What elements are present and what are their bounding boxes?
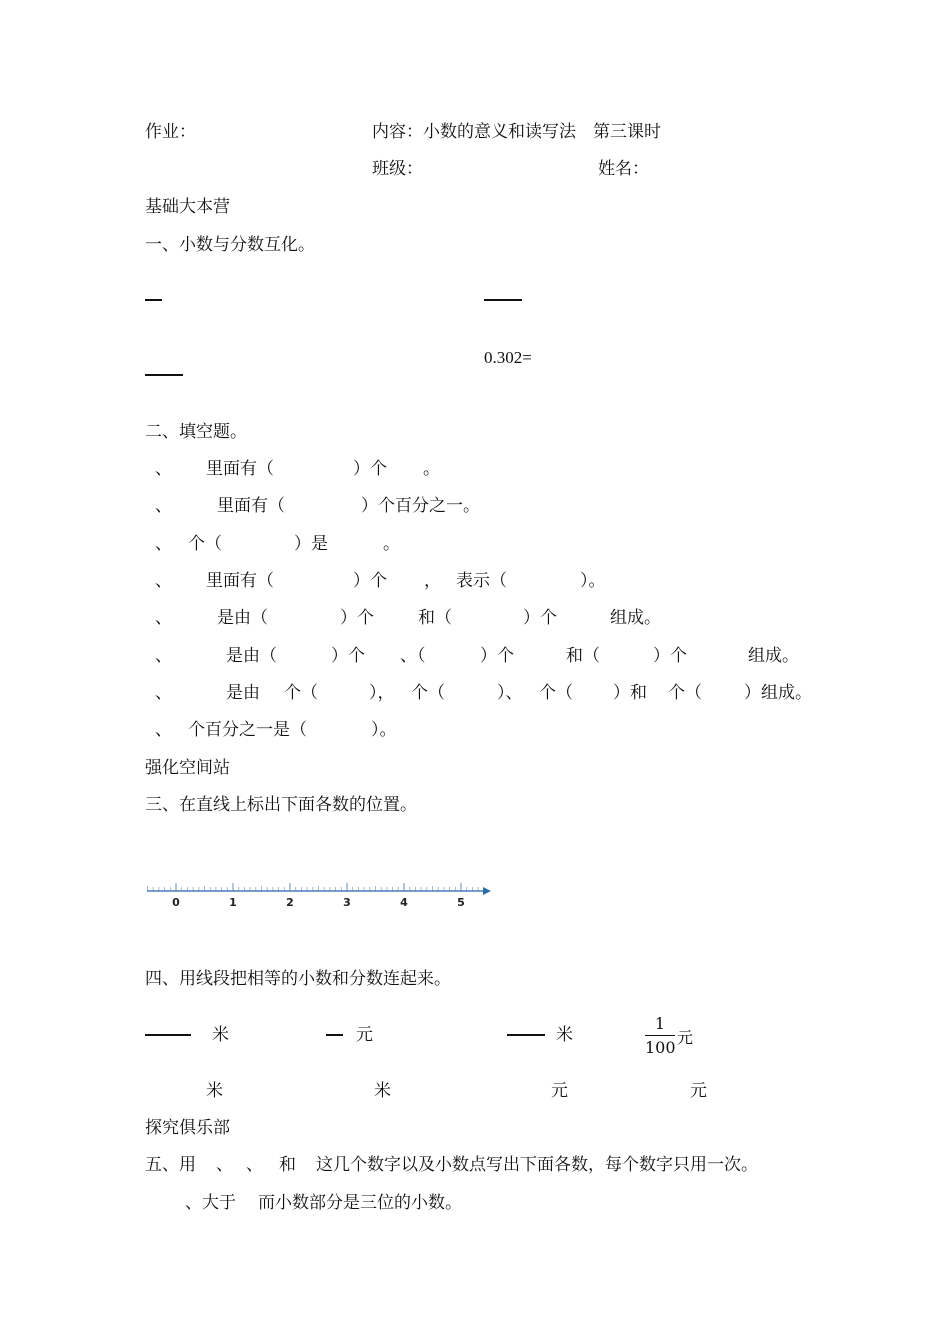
- item-text: ）个百分之一。: [361, 496, 480, 516]
- item-mark: 、: [155, 571, 172, 591]
- tick-label: 5: [457, 896, 465, 909]
- section-explore: 探究俱乐部: [145, 1118, 230, 1138]
- item-mark: 、: [155, 496, 172, 516]
- item-text: 是由: [226, 683, 260, 703]
- unit-yuan: 元: [356, 1025, 373, 1045]
- class-label: 班级：: [372, 159, 423, 179]
- content-label: 内容：小数的意义和读写法 第三课时: [372, 122, 661, 142]
- item-text: ）是: [294, 534, 328, 554]
- item-text: 表示（: [456, 571, 507, 591]
- tick-label: 3: [343, 896, 351, 909]
- unit-yuan: 元: [551, 1081, 568, 1101]
- fraction-bar: [645, 1035, 675, 1036]
- fraction-bar: [145, 299, 162, 301]
- item-text: ）。: [580, 571, 606, 591]
- q5-sub-text: 、大于: [185, 1193, 236, 1213]
- item-mark: 、: [155, 720, 172, 740]
- major-ticks: [172, 896, 465, 909]
- item-text: ）个: [353, 571, 387, 591]
- q3-title: 三、在直线上标出下面各数的位置。: [145, 795, 417, 815]
- number-line: [143, 876, 495, 910]
- item-text: 组成。: [610, 608, 661, 628]
- fraction-1-100: [645, 1014, 675, 1057]
- q2-title: 二、填空题。: [145, 422, 247, 442]
- unit-meter: 米: [206, 1081, 223, 1101]
- q5-sub-text: 而小数部分是三位的小数。: [258, 1193, 462, 1213]
- tick-label: 0: [172, 896, 180, 909]
- item-text: ）个: [480, 646, 514, 666]
- item-text: ）、: [497, 683, 523, 703]
- item-text: 里面有（: [206, 459, 274, 479]
- section-strengthen: 强化空间站: [145, 758, 230, 778]
- q5-text: 这几个数字以及小数点写出下面各数，每个数字只用一次。: [316, 1155, 758, 1175]
- q1-expression: 0.302=: [484, 348, 532, 367]
- item-mark: 、: [155, 459, 172, 479]
- item-mark: 、: [155, 683, 172, 703]
- item-text: ）个: [340, 608, 374, 628]
- item-text: ），: [369, 683, 395, 703]
- item-text: 里面有（: [217, 496, 285, 516]
- item-mark: 、: [155, 534, 172, 554]
- unit-yuan: 元: [677, 1028, 694, 1047]
- name-label: 姓名：: [598, 159, 649, 179]
- item-text: 。: [383, 534, 400, 554]
- item-text: ）和: [613, 683, 647, 703]
- item-text: 个（: [668, 683, 702, 703]
- q1-title: 一、小数与分数互化。: [145, 235, 315, 255]
- fraction-bar: [145, 1034, 191, 1036]
- q4-title: 四、用线段把相等的小数和分数连起来。: [145, 969, 451, 989]
- fraction-bar: [507, 1034, 545, 1036]
- fraction-bar: [484, 299, 522, 301]
- item-text: 是由（: [226, 646, 277, 666]
- minor-ticks: [148, 883, 479, 891]
- item-text: 个（: [539, 683, 573, 703]
- item-text: 。: [423, 459, 440, 479]
- item-text: ）个: [653, 646, 687, 666]
- item-text: ）组成。: [744, 683, 812, 703]
- unit-meter: 米: [212, 1025, 229, 1045]
- q5-text: 和: [279, 1155, 296, 1175]
- homework-label: 作业：: [145, 122, 196, 142]
- item-text: ）。: [371, 720, 397, 740]
- item-mark: 、: [155, 608, 172, 628]
- numerator: 1: [654, 1014, 666, 1033]
- tick-label: 4: [400, 896, 408, 909]
- item-text: 、（: [400, 646, 426, 666]
- item-text: 个（: [284, 683, 318, 703]
- item-text: 是由（: [217, 608, 268, 628]
- section-basic: 基础大本营: [145, 197, 230, 217]
- item-text: 个百分之一是（: [188, 720, 307, 740]
- item-text: ，: [424, 571, 441, 591]
- item-text: 和（: [418, 608, 452, 628]
- item-text: ）个: [331, 646, 365, 666]
- unit-meter: 米: [556, 1025, 573, 1045]
- item-text: 个（: [411, 683, 445, 703]
- item-text: 组成。: [748, 646, 799, 666]
- item-text: 个（: [188, 534, 222, 554]
- unit-yuan: 元: [690, 1081, 707, 1101]
- fraction-bar: [145, 374, 183, 376]
- q5-text: 五、用: [145, 1155, 196, 1175]
- item-text: ）个: [353, 459, 387, 479]
- tick-label: 2: [286, 896, 294, 909]
- unit-meter: 米: [374, 1081, 391, 1101]
- q5-text: 、: [246, 1155, 263, 1175]
- item-text: 里面有（: [206, 571, 274, 591]
- arrow-head: [483, 887, 491, 895]
- q5-text: 、: [216, 1155, 233, 1175]
- item-text: ）个: [523, 608, 557, 628]
- denominator: 100: [645, 1038, 676, 1057]
- item-text: 和（: [566, 646, 600, 666]
- fraction-bar: [326, 1034, 343, 1036]
- item-mark: 、: [155, 646, 172, 666]
- tick-label: 1: [229, 896, 237, 909]
